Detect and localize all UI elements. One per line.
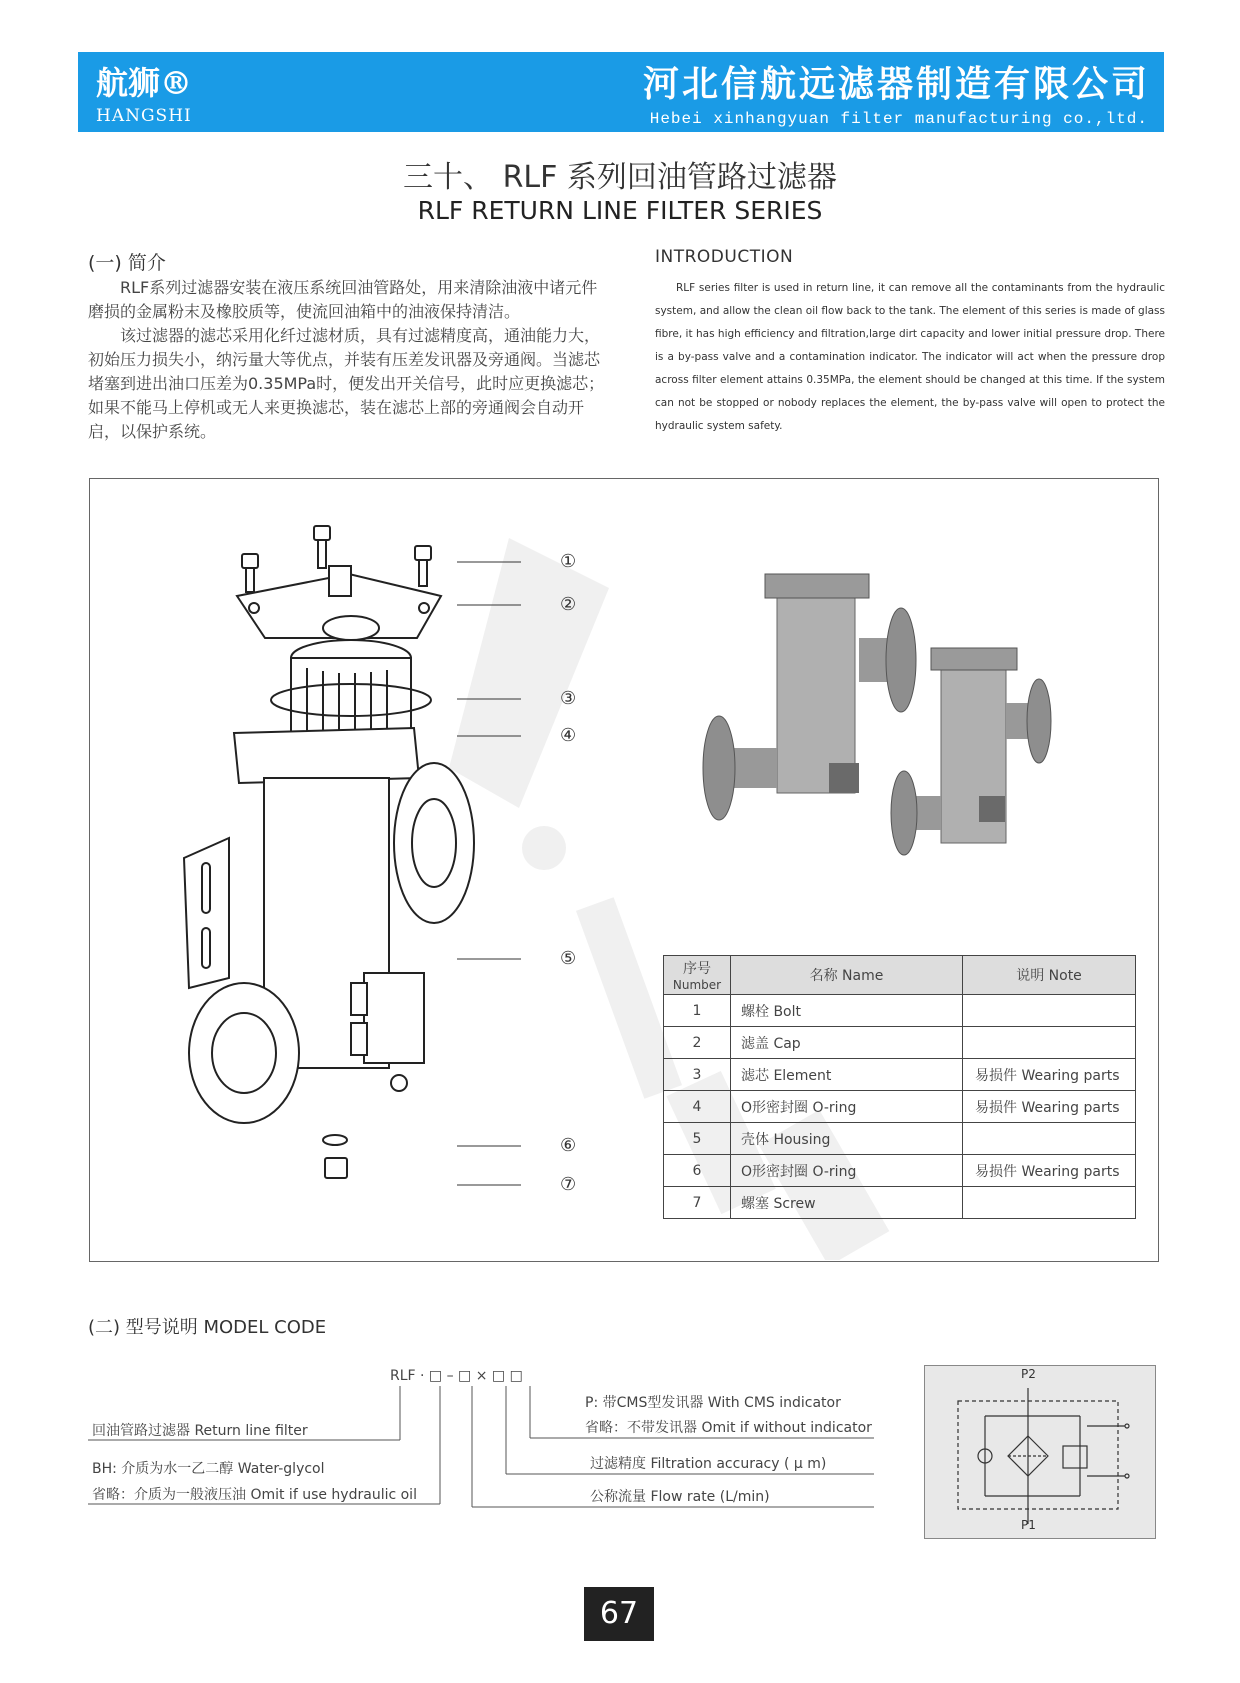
brand-name: 航狮® bbox=[96, 64, 193, 102]
row-name: 螺栓 Bolt bbox=[731, 995, 963, 1027]
header-number-cn: 序号 bbox=[683, 961, 711, 977]
model-bh: BH: 介质为水一乙二醇 Water-glycol bbox=[92, 1461, 325, 1477]
table-row bbox=[664, 995, 1136, 1027]
schematic-drawing bbox=[925, 1366, 1155, 1538]
company-name-en: Hebei xinhangyuan filter manufacturing co.,ltd. bbox=[649, 110, 1148, 128]
table-row bbox=[664, 1155, 1136, 1187]
row-name: 壳体 Housing bbox=[731, 1123, 963, 1155]
table-row bbox=[664, 1059, 1136, 1091]
model-accuracy: 过滤精度 Filtration accuracy ( μ m) bbox=[590, 1456, 827, 1472]
page-number: 67 bbox=[584, 1587, 654, 1641]
callout-5: ⑤ bbox=[560, 948, 577, 969]
table-row bbox=[664, 1187, 1136, 1219]
model-flow: 公称流量 Flow rate (L/min) bbox=[590, 1489, 770, 1505]
callout-4: ④ bbox=[560, 725, 577, 746]
model-p: P: 带CMS型发讯器 With CMS indicator bbox=[585, 1395, 841, 1411]
row-name: O形密封圈 O-ring bbox=[731, 1155, 963, 1187]
table-row bbox=[664, 1027, 1136, 1059]
company-name: 河北信航远滤器制造有限公司 bbox=[642, 63, 1150, 105]
intro-text-cn bbox=[88, 276, 608, 444]
row-number: 3 bbox=[664, 1059, 731, 1091]
row-name: 螺塞 Screw bbox=[731, 1187, 963, 1219]
parts-table bbox=[663, 955, 1136, 1219]
header-number-en: Number bbox=[672, 978, 722, 992]
callout-1: ① bbox=[560, 551, 577, 572]
callout-2: ② bbox=[560, 594, 577, 615]
row-name: O形密封圈 O-ring bbox=[731, 1091, 963, 1123]
brand-name-en: HANGSHI bbox=[96, 106, 192, 126]
screw-plug bbox=[323, 1135, 347, 1178]
callout-6: ⑥ bbox=[560, 1135, 577, 1156]
page-title-cn: 三十、 RLF 系列回油管路过滤器 bbox=[403, 160, 837, 195]
model-omit-p: 省略：不带发讯器 Omit if without indicator bbox=[585, 1420, 872, 1436]
intro-heading-cn: (一) 简介 bbox=[88, 252, 166, 274]
product-photo bbox=[703, 574, 1051, 855]
row-number: 5 bbox=[664, 1123, 731, 1155]
model-return-line: 回油管路过滤器 Return line filter bbox=[92, 1423, 308, 1439]
row-number: 7 bbox=[664, 1187, 731, 1219]
header-banner bbox=[78, 52, 1164, 132]
callout-7: ⑦ bbox=[560, 1174, 577, 1195]
header-note: 说明 Note bbox=[963, 956, 1136, 995]
intro-text-en bbox=[655, 277, 1165, 438]
intro-heading-en: INTRODUCTION bbox=[655, 247, 794, 267]
row-number: 2 bbox=[664, 1027, 731, 1059]
row-name: 滤盖 Cap bbox=[731, 1027, 963, 1059]
row-note: 易损件 Wearing parts bbox=[963, 1059, 1136, 1091]
table-row bbox=[664, 1091, 1136, 1123]
header-name: 名称 Name bbox=[731, 956, 963, 995]
row-number: 4 bbox=[664, 1091, 731, 1123]
row-note bbox=[963, 995, 1136, 1027]
header-number bbox=[664, 956, 731, 995]
model-code-string: RLF · □ – □ × □ □ bbox=[390, 1368, 523, 1384]
row-note bbox=[963, 1187, 1136, 1219]
model-omit-medium: 省略：介质为一般液压油 Omit if use hydraulic oil bbox=[92, 1487, 417, 1503]
page-title-en: RLF RETURN LINE FILTER SERIES bbox=[417, 196, 823, 225]
housing bbox=[184, 728, 474, 1123]
row-note: 易损件 Wearing parts bbox=[963, 1091, 1136, 1123]
row-name: 滤芯 Element bbox=[731, 1059, 963, 1091]
table-row bbox=[664, 1123, 1136, 1155]
intro-para-1: RLF系列过滤器安装在液压系统回油管路处，用来清除油液中诸元件磨损的金属粉末及橡胶质等，使流回油箱中的油液保持清洁。 bbox=[88, 278, 598, 321]
row-number: 6 bbox=[664, 1155, 731, 1187]
intro-para-2: 该过滤器的滤芯采用化纤过滤材质，具有过滤精度高，通油能力大，初始压力损失小，纳污量大等优点，并装有压差发讯器及旁通阀。当滤芯堵塞到进出油口压差为0.35MPa时，便发出开关信号，此时应更换滤芯；如果不能马上停机或无人来更换滤芯，装在滤芯上部的旁通阀会自动开启，以保护系统。 bbox=[88, 326, 605, 441]
callout-3: ③ bbox=[560, 688, 577, 709]
port-p1: P1 bbox=[1021, 1518, 1036, 1532]
hydraulic-schematic bbox=[924, 1365, 1156, 1539]
row-note bbox=[963, 1027, 1136, 1059]
port-p2: P2 bbox=[1021, 1367, 1036, 1381]
intro-para-en: RLF series filter is used in return line, it can remove all the contaminants from the hydraulic system, and allow the clean oil flow back to the tank. The element of this series is made of glass fibre, it has high efficiency and filtration,large dirt capacity and lower initial pressure drop. There is a by-pass valve and a contamination indicator. The indicator will act when the pressure drop across filter element attains 0.35MPa, the element should be changed at this time. If the system can not be stopped or nobody replaces the element, the by-pass valve will open to protect the hydraulic system safety. bbox=[655, 282, 1165, 432]
row-note: 易损件 Wearing parts bbox=[963, 1155, 1136, 1187]
parts-table-header bbox=[664, 956, 1136, 995]
model-code-heading: (二) 型号说明 MODEL CODE bbox=[88, 1317, 327, 1338]
row-number: 1 bbox=[664, 995, 731, 1027]
row-note bbox=[963, 1123, 1136, 1155]
